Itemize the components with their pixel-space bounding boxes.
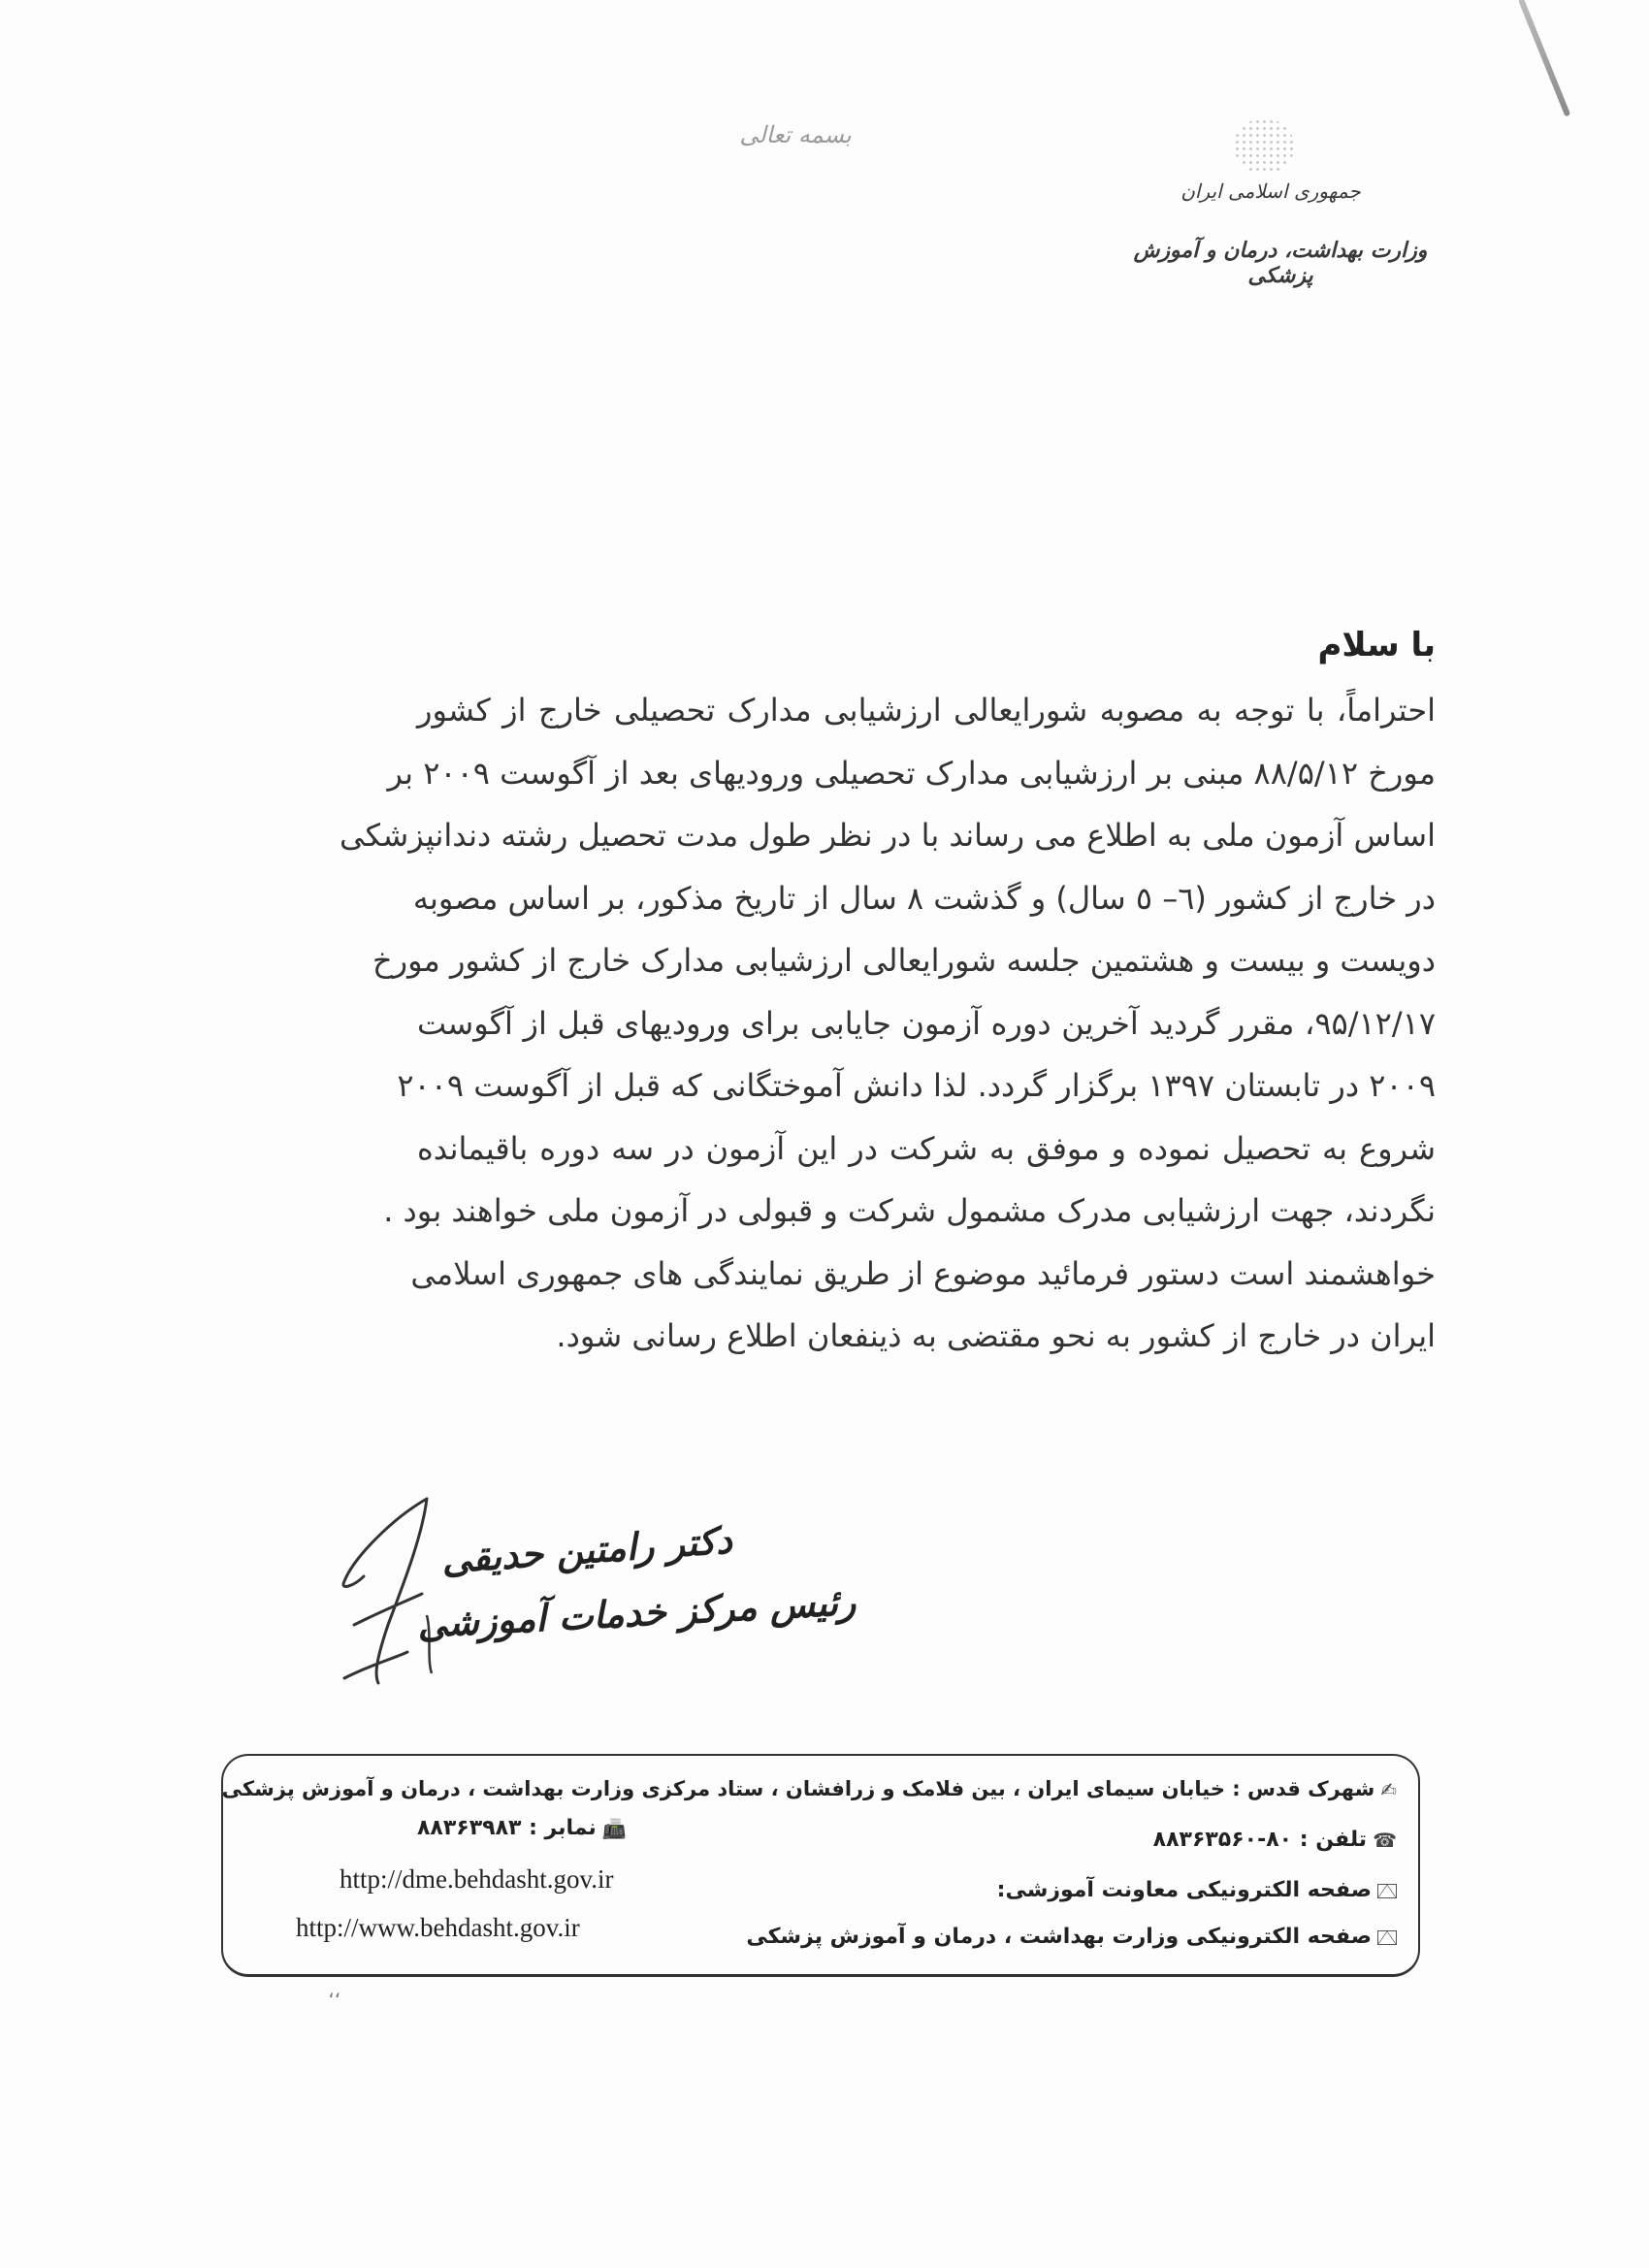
basmala-heading: بسمه تعالی [739, 121, 852, 148]
contact-footer [221, 1754, 1420, 1977]
footer-ministry-site: صفحه الکترونیکی وزارت بهداشت ، درمان و آموزش پزشکی [746, 1925, 1397, 1949]
body-line: شروع به تحصیل نموده و موفق به شرکت در این آزمون در سه دوره باقیمانده [417, 1129, 1436, 1167]
body-line: دویست و بیست و هشتمین جلسه شورایعالی ارزشیابی مدارک خارج از کشور مورخ [372, 942, 1436, 979]
body-line: مورخ ۸۸/۵/۱۲ مبنی بر ارزشیابی مدارک تحصیلی ورودیهای بعد از آگوست ۲۰۰۹ بر [387, 754, 1436, 792]
body-line: نگردند، جهت ارزشیابی مدرک مشمول شرکت و قبولی در آزمون ملی خواهند بود . [383, 1192, 1436, 1229]
letterhead-country: جمهوری اسلامی ایران [1180, 179, 1361, 203]
footer-phone: ☎تلفن : ۸۰-۸۸۳۶۳۵۶۰ [1152, 1828, 1397, 1852]
body-line: احتراماً، با توجه به مصوبه شورایعالی ارزشیابی مدارک تحصیلی خارج از کشور [417, 692, 1436, 729]
iran-emblem-icon [1234, 118, 1294, 173]
stray-pen-mark: ،، [328, 1979, 340, 2002]
scan-scratch-mark [1518, 0, 1570, 117]
body-line: خواهشمند است دستور فرمائید موضوع از طریق نمایندگی های جمهوری اسلامی [410, 1254, 1436, 1292]
footer-edu-site: صفحه الکترونیکی معاونت آموزشی: [997, 1878, 1397, 1902]
telephone-icon: ☎ [1373, 1829, 1397, 1852]
body-line: در خارج از کشور (٦– ٥ سال) و گذشت ۸ سال از تاریخ مذکور، بر اساس مصوبه [412, 879, 1436, 917]
envelope-icon [1377, 1930, 1397, 1945]
salutation: با سلام [1317, 626, 1436, 664]
signatory-name: دکتر رامتین حدیقی [439, 1517, 734, 1582]
fax-icon: 📠 [601, 1817, 627, 1840]
handwritten-signature [335, 1479, 558, 1702]
letter-body [340, 679, 1436, 1368]
footer-address: ✍شهرک قدس : خیابان سیمای ایران ، بین فلامک و زرافشان ، ستاد مرکزی وزارت بهداشت ، درمان و آموزش پزشکی [221, 1777, 1397, 1801]
body-line: اساس آزمون ملی به اطلاع می رساند با در نظر طول مدت تحصیل رشته دندانپزشکی [340, 817, 1436, 854]
ministry-site-url[interactable]: http://www.behdasht.gov.ir [296, 1913, 580, 1942]
body-line: ۹۵/۱۲/۱۷، مقرر گردید آخرین دوره آزمون جایابی برای ورودیهای قبل از آگوست [417, 1004, 1436, 1042]
body-line: ۲۰۰۹ در تابستان ۱۳۹۷ برگزار گردد. لذا دانش آموختگانی که قبل از آگوست ۲۰۰۹ [397, 1067, 1436, 1104]
body-line: ایران در خارج از کشور به نحو مقتضی به ذینفعان اطلاع رسانی شود. [556, 1317, 1436, 1354]
pen-icon: ✍ [1380, 1778, 1397, 1801]
footer-fax: 📠نمابر : ۸۸۳۶۳۹۸۳ [417, 1816, 627, 1840]
edu-site-url[interactable]: http://dme.behdasht.gov.ir [340, 1864, 614, 1894]
signatory-title: رئیس مرکز خدمات آموزشی [416, 1579, 857, 1646]
letterhead-ministry: وزارت بهداشت، درمان و آموزش پزشکی [1133, 238, 1428, 288]
envelope-icon [1377, 1884, 1397, 1898]
